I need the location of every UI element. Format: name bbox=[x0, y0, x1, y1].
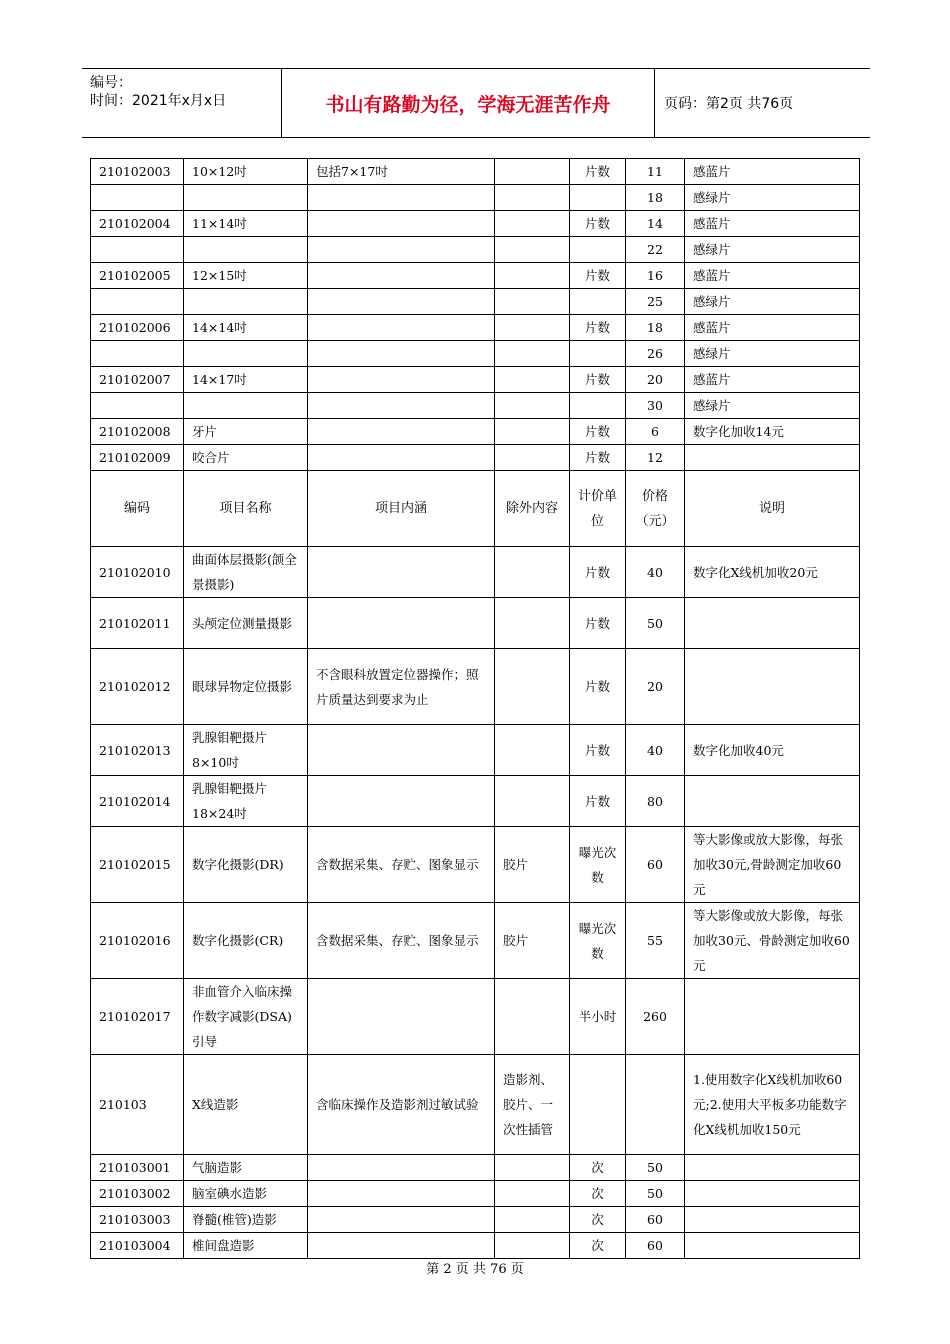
cell-content bbox=[308, 1155, 495, 1181]
header-name: 项目名称 bbox=[184, 471, 308, 547]
cell-unit: 片数 bbox=[570, 776, 626, 827]
cell-name: 乳腺钼靶摄片8×10吋 bbox=[184, 725, 308, 776]
cell-name bbox=[184, 289, 308, 315]
cell-code bbox=[91, 341, 184, 367]
cell-name: 10×12吋 bbox=[184, 159, 308, 185]
cell-exclude bbox=[495, 979, 570, 1055]
cell-name: 眼球异物定位摄影 bbox=[184, 649, 308, 725]
table-row bbox=[91, 725, 860, 776]
cell-content bbox=[308, 211, 495, 237]
table-row bbox=[91, 979, 860, 1055]
page-footer: 第 2 页 共 76 页 bbox=[426, 1262, 524, 1277]
cell-price: 25 bbox=[626, 289, 685, 315]
cell-code bbox=[91, 393, 184, 419]
cell-note bbox=[685, 1207, 860, 1233]
cell-price: 260 bbox=[626, 979, 685, 1055]
cell-name bbox=[184, 237, 308, 263]
cell-content bbox=[308, 725, 495, 776]
table-row bbox=[91, 185, 860, 211]
cell-price: 6 bbox=[626, 419, 685, 445]
cell-unit: 次 bbox=[570, 1181, 626, 1207]
cell-code: 210103004 bbox=[91, 1233, 184, 1259]
table-row bbox=[91, 237, 860, 263]
cell-exclude bbox=[495, 185, 570, 211]
cell-note: 感蓝片 bbox=[685, 159, 860, 185]
cell-exclude bbox=[495, 598, 570, 649]
table-row bbox=[91, 1055, 860, 1155]
cell-price: 20 bbox=[626, 649, 685, 725]
table-row bbox=[91, 1233, 860, 1259]
table-row bbox=[91, 393, 860, 419]
cell-price: 55 bbox=[626, 903, 685, 979]
cell-code: 210102007 bbox=[91, 367, 184, 393]
cell-note bbox=[685, 1155, 860, 1181]
cell-note bbox=[685, 598, 860, 649]
cell-price: 22 bbox=[626, 237, 685, 263]
cell-note: 等大影像或放大影像，每张加收30元、骨龄测定加收60元 bbox=[685, 903, 860, 979]
cell-unit: 次 bbox=[570, 1155, 626, 1181]
cell-price: 60 bbox=[626, 1207, 685, 1233]
page-header bbox=[82, 68, 870, 138]
cell-exclude bbox=[495, 445, 570, 471]
cell-content bbox=[308, 341, 495, 367]
cell-code: 210102004 bbox=[91, 211, 184, 237]
cell-price: 18 bbox=[626, 185, 685, 211]
cell-content bbox=[308, 547, 495, 598]
cell-note: 1.使用数字化X线机加收60元;2.使用大平板多功能数字化X线机加收150元 bbox=[685, 1055, 860, 1155]
cell-unit: 片数 bbox=[570, 725, 626, 776]
cell-unit bbox=[570, 1055, 626, 1155]
cell-content: 不含眼科放置定位器操作；照片质量达到要求为止 bbox=[308, 649, 495, 725]
cell-name: 气脑造影 bbox=[184, 1155, 308, 1181]
cell-unit bbox=[570, 341, 626, 367]
table-body-bottom bbox=[91, 547, 860, 1259]
cell-code: 210102005 bbox=[91, 263, 184, 289]
cell-content: 包括7×17吋 bbox=[308, 159, 495, 185]
header-page-number: 页码：第2页 共76页 bbox=[664, 96, 794, 112]
cell-price: 80 bbox=[626, 776, 685, 827]
cell-unit: 片数 bbox=[570, 445, 626, 471]
cell-exclude bbox=[495, 341, 570, 367]
cell-name: 14×17吋 bbox=[184, 367, 308, 393]
cell-name: 非血管介入临床操作数字减影(DSA)引导 bbox=[184, 979, 308, 1055]
price-table bbox=[90, 158, 860, 1259]
cell-price: 40 bbox=[626, 725, 685, 776]
header-price: 价格（元） bbox=[626, 471, 685, 547]
cell-content bbox=[308, 1233, 495, 1259]
cell-price: 30 bbox=[626, 393, 685, 419]
cell-name: 数字化摄影(DR) bbox=[184, 827, 308, 903]
cell-unit: 片数 bbox=[570, 419, 626, 445]
cell-unit bbox=[570, 185, 626, 211]
cell-note: 感蓝片 bbox=[685, 367, 860, 393]
table-row bbox=[91, 1207, 860, 1233]
table-row bbox=[91, 445, 860, 471]
cell-note: 感绿片 bbox=[685, 289, 860, 315]
cell-price: 18 bbox=[626, 315, 685, 341]
cell-code bbox=[91, 185, 184, 211]
cell-name: 数字化摄影(CR) bbox=[184, 903, 308, 979]
cell-code: 210102003 bbox=[91, 159, 184, 185]
table-row bbox=[91, 419, 860, 445]
document-code-label: 编号： bbox=[90, 75, 132, 91]
cell-note: 数字化加收40元 bbox=[685, 725, 860, 776]
cell-content bbox=[308, 185, 495, 211]
cell-unit: 片数 bbox=[570, 598, 626, 649]
header-exclude: 除外内容 bbox=[495, 471, 570, 547]
cell-content bbox=[308, 445, 495, 471]
cell-code: 210102017 bbox=[91, 979, 184, 1055]
table-header-row bbox=[91, 471, 860, 547]
header-unit: 计价单位 bbox=[570, 471, 626, 547]
cell-unit: 片数 bbox=[570, 159, 626, 185]
cell-price: 50 bbox=[626, 598, 685, 649]
cell-exclude bbox=[495, 263, 570, 289]
cell-exclude bbox=[495, 1233, 570, 1259]
cell-content bbox=[308, 263, 495, 289]
cell-content bbox=[308, 598, 495, 649]
cell-content: 含数据采集、存贮、图象显示 bbox=[308, 903, 495, 979]
cell-content bbox=[308, 419, 495, 445]
cell-content bbox=[308, 367, 495, 393]
cell-note: 感绿片 bbox=[685, 393, 860, 419]
cell-unit: 次 bbox=[570, 1207, 626, 1233]
table-row bbox=[91, 211, 860, 237]
cell-unit: 片数 bbox=[570, 547, 626, 598]
cell-name bbox=[184, 185, 308, 211]
table-row bbox=[91, 649, 860, 725]
cell-code: 210102011 bbox=[91, 598, 184, 649]
cell-note: 感蓝片 bbox=[685, 211, 860, 237]
table-row bbox=[91, 159, 860, 185]
cell-price: 16 bbox=[626, 263, 685, 289]
cell-unit: 片数 bbox=[570, 367, 626, 393]
cell-note: 感蓝片 bbox=[685, 315, 860, 341]
cell-price: 40 bbox=[626, 547, 685, 598]
cell-code: 210102014 bbox=[91, 776, 184, 827]
table-row bbox=[91, 289, 860, 315]
cell-name: 咬合片 bbox=[184, 445, 308, 471]
cell-exclude bbox=[495, 289, 570, 315]
cell-exclude bbox=[495, 1207, 570, 1233]
cell-name: X线造影 bbox=[184, 1055, 308, 1155]
cell-name: 曲面体层摄影(颌全景摄影) bbox=[184, 547, 308, 598]
cell-unit: 曝光次数 bbox=[570, 827, 626, 903]
cell-note bbox=[685, 445, 860, 471]
cell-code: 210103003 bbox=[91, 1207, 184, 1233]
table-row bbox=[91, 1181, 860, 1207]
table-row bbox=[91, 341, 860, 367]
cell-note bbox=[685, 1233, 860, 1259]
cell-note: 数字化加收14元 bbox=[685, 419, 860, 445]
cell-name: 脑室碘水造影 bbox=[184, 1181, 308, 1207]
cell-unit: 次 bbox=[570, 1233, 626, 1259]
cell-price: 20 bbox=[626, 367, 685, 393]
cell-unit: 片数 bbox=[570, 211, 626, 237]
cell-exclude bbox=[495, 393, 570, 419]
cell-note bbox=[685, 1181, 860, 1207]
cell-exclude bbox=[495, 419, 570, 445]
cell-note: 等大影像或放大影像，每张加收30元,骨龄测定加收60元 bbox=[685, 827, 860, 903]
cell-code: 210102012 bbox=[91, 649, 184, 725]
cell-price: 14 bbox=[626, 211, 685, 237]
cell-price: 50 bbox=[626, 1155, 685, 1181]
table-row bbox=[91, 263, 860, 289]
cell-content: 含数据采集、存贮、图象显示 bbox=[308, 827, 495, 903]
header-content: 项目内涵 bbox=[308, 471, 495, 547]
cell-content bbox=[308, 1207, 495, 1233]
cell-exclude bbox=[495, 1155, 570, 1181]
table-row bbox=[91, 827, 860, 903]
cell-unit bbox=[570, 289, 626, 315]
table-header bbox=[91, 471, 860, 547]
cell-exclude bbox=[495, 547, 570, 598]
cell-exclude: 造影剂、胶片、一次性插管 bbox=[495, 1055, 570, 1155]
cell-price bbox=[626, 1055, 685, 1155]
cell-exclude: 胶片 bbox=[495, 903, 570, 979]
header-code: 编码 bbox=[91, 471, 184, 547]
cell-code: 210102015 bbox=[91, 827, 184, 903]
cell-content: 含临床操作及造影剂过敏试验 bbox=[308, 1055, 495, 1155]
cell-unit: 片数 bbox=[570, 263, 626, 289]
cell-name: 牙片 bbox=[184, 419, 308, 445]
cell-price: 60 bbox=[626, 1233, 685, 1259]
cell-exclude bbox=[495, 1181, 570, 1207]
cell-note: 数字化X线机加收20元 bbox=[685, 547, 860, 598]
cell-price: 60 bbox=[626, 827, 685, 903]
table-body-top bbox=[91, 159, 860, 471]
cell-name: 12×15吋 bbox=[184, 263, 308, 289]
cell-name: 乳腺钼靶摄片18×24吋 bbox=[184, 776, 308, 827]
cell-name bbox=[184, 341, 308, 367]
cell-name: 头颅定位测量摄影 bbox=[184, 598, 308, 649]
cell-note bbox=[685, 649, 860, 725]
cell-exclude bbox=[495, 367, 570, 393]
cell-exclude bbox=[495, 315, 570, 341]
cell-content bbox=[308, 776, 495, 827]
cell-exclude bbox=[495, 649, 570, 725]
table-row bbox=[91, 776, 860, 827]
cell-price: 26 bbox=[626, 341, 685, 367]
cell-code: 210102009 bbox=[91, 445, 184, 471]
cell-code: 210102010 bbox=[91, 547, 184, 598]
cell-name: 11×14吋 bbox=[184, 211, 308, 237]
cell-content bbox=[308, 393, 495, 419]
cell-name: 14×14吋 bbox=[184, 315, 308, 341]
cell-unit: 片数 bbox=[570, 649, 626, 725]
cell-unit bbox=[570, 237, 626, 263]
header-motto: 书山有路勤为径，学海无涯苦作舟 bbox=[281, 69, 655, 137]
cell-price: 11 bbox=[626, 159, 685, 185]
cell-note: 感绿片 bbox=[685, 341, 860, 367]
cell-content bbox=[308, 237, 495, 263]
table-row bbox=[91, 367, 860, 393]
cell-content bbox=[308, 315, 495, 341]
cell-price: 50 bbox=[626, 1181, 685, 1207]
cell-unit: 片数 bbox=[570, 315, 626, 341]
header-note: 说明 bbox=[685, 471, 860, 547]
cell-code: 210103001 bbox=[91, 1155, 184, 1181]
cell-exclude bbox=[495, 776, 570, 827]
document-time-label: 时间：2021年x月x日 bbox=[90, 93, 227, 109]
table-row bbox=[91, 598, 860, 649]
cell-unit: 半小时 bbox=[570, 979, 626, 1055]
cell-note bbox=[685, 979, 860, 1055]
cell-note bbox=[685, 776, 860, 827]
cell-unit bbox=[570, 393, 626, 419]
cell-code: 210102016 bbox=[91, 903, 184, 979]
cell-code: 210102006 bbox=[91, 315, 184, 341]
cell-note: 感绿片 bbox=[685, 237, 860, 263]
cell-code bbox=[91, 237, 184, 263]
cell-unit: 曝光次数 bbox=[570, 903, 626, 979]
cell-content bbox=[308, 979, 495, 1055]
cell-note: 感绿片 bbox=[685, 185, 860, 211]
cell-code bbox=[91, 289, 184, 315]
table-row bbox=[91, 903, 860, 979]
cell-exclude bbox=[495, 237, 570, 263]
cell-exclude: 胶片 bbox=[495, 827, 570, 903]
cell-content bbox=[308, 1181, 495, 1207]
cell-name bbox=[184, 393, 308, 419]
table-row bbox=[91, 1155, 860, 1181]
cell-name: 椎间盘造影 bbox=[184, 1233, 308, 1259]
header-meta bbox=[82, 69, 281, 137]
cell-exclude bbox=[495, 159, 570, 185]
cell-code: 210102008 bbox=[91, 419, 184, 445]
table-row bbox=[91, 315, 860, 341]
cell-code: 210103002 bbox=[91, 1181, 184, 1207]
cell-exclude bbox=[495, 725, 570, 776]
cell-exclude bbox=[495, 211, 570, 237]
table-row bbox=[91, 547, 860, 598]
cell-code: 210102013 bbox=[91, 725, 184, 776]
cell-name: 脊髓(椎管)造影 bbox=[184, 1207, 308, 1233]
cell-price: 12 bbox=[626, 445, 685, 471]
cell-content bbox=[308, 289, 495, 315]
cell-code: 210103 bbox=[91, 1055, 184, 1155]
cell-note: 感蓝片 bbox=[685, 263, 860, 289]
